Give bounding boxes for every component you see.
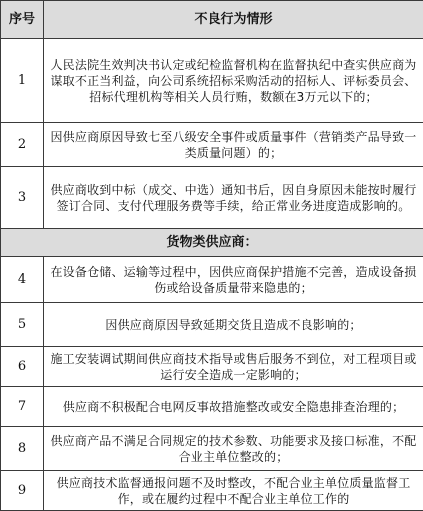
- row-number: 5: [1, 303, 44, 347]
- table-row: [1, 427, 423, 471]
- table-row: [1, 347, 423, 387]
- row-number: 4: [1, 257, 44, 303]
- row-number: 8: [1, 427, 44, 471]
- row-text: 人民法院生效判决书认定或纪检监督机构在监督执纪中查实供应商为谋取不正当利益，向公司系统招标采购活动的招标人、评标委员会、招标代理机构等相关人员行贿，数额在3万元以下的；: [44, 39, 423, 123]
- table-header-row: [1, 1, 423, 39]
- table-row: [1, 39, 423, 123]
- row-text: 供应商技术监督通报问题不及时整改，不配合业主单位质量监督工作，或在履约过程中不配合业主单位工作的: [44, 471, 423, 511]
- row-number: 7: [1, 387, 44, 427]
- row-number: 6: [1, 347, 44, 387]
- row-text: 供应商不积极配合电网反事故措施整改或安全隐患排查治理的；: [44, 387, 423, 427]
- header-index: 序号: [1, 1, 44, 39]
- row-text: 施工安装调试期间供应商技术指导或售后服务不到位，对工程项目或运行安全造成一定影响的；: [44, 347, 423, 387]
- row-text: 因供应商原因导致七至八级安全事件或质量事件（营销类产品导致一类质量问题）的；: [44, 123, 423, 167]
- section-row: [1, 229, 423, 257]
- table-row: [1, 303, 423, 347]
- row-text: 供应商产品不满足合同规定的技术参数、功能要求及接口标准，不配合业主单位整改的；: [44, 427, 423, 471]
- table-row: [1, 387, 423, 427]
- header-situation: 不良行为情形: [44, 1, 423, 39]
- table-row: [1, 471, 423, 511]
- row-number: 2: [1, 123, 44, 167]
- table-row: [1, 123, 423, 167]
- section-title: 货物类供应商：: [1, 229, 423, 257]
- table-row: [1, 167, 423, 229]
- row-text: 供应商收到中标（成交、中选）通知书后，因自身原因未能按时履行签订合同、支付代理服务费等手续，给正常业务进度造成影响的。: [44, 167, 423, 229]
- row-number: 9: [1, 471, 44, 511]
- row-text: 在设备仓储、运输等过程中，因供应商保护措施不完善，造成设备损伤或给设备质量带来隐患的；: [44, 257, 423, 303]
- row-number: 1: [1, 39, 44, 123]
- row-text: 因供应商原因导致延期交货且造成不良影响的；: [44, 303, 423, 347]
- table-row: [1, 257, 423, 303]
- row-number: 3: [1, 167, 44, 229]
